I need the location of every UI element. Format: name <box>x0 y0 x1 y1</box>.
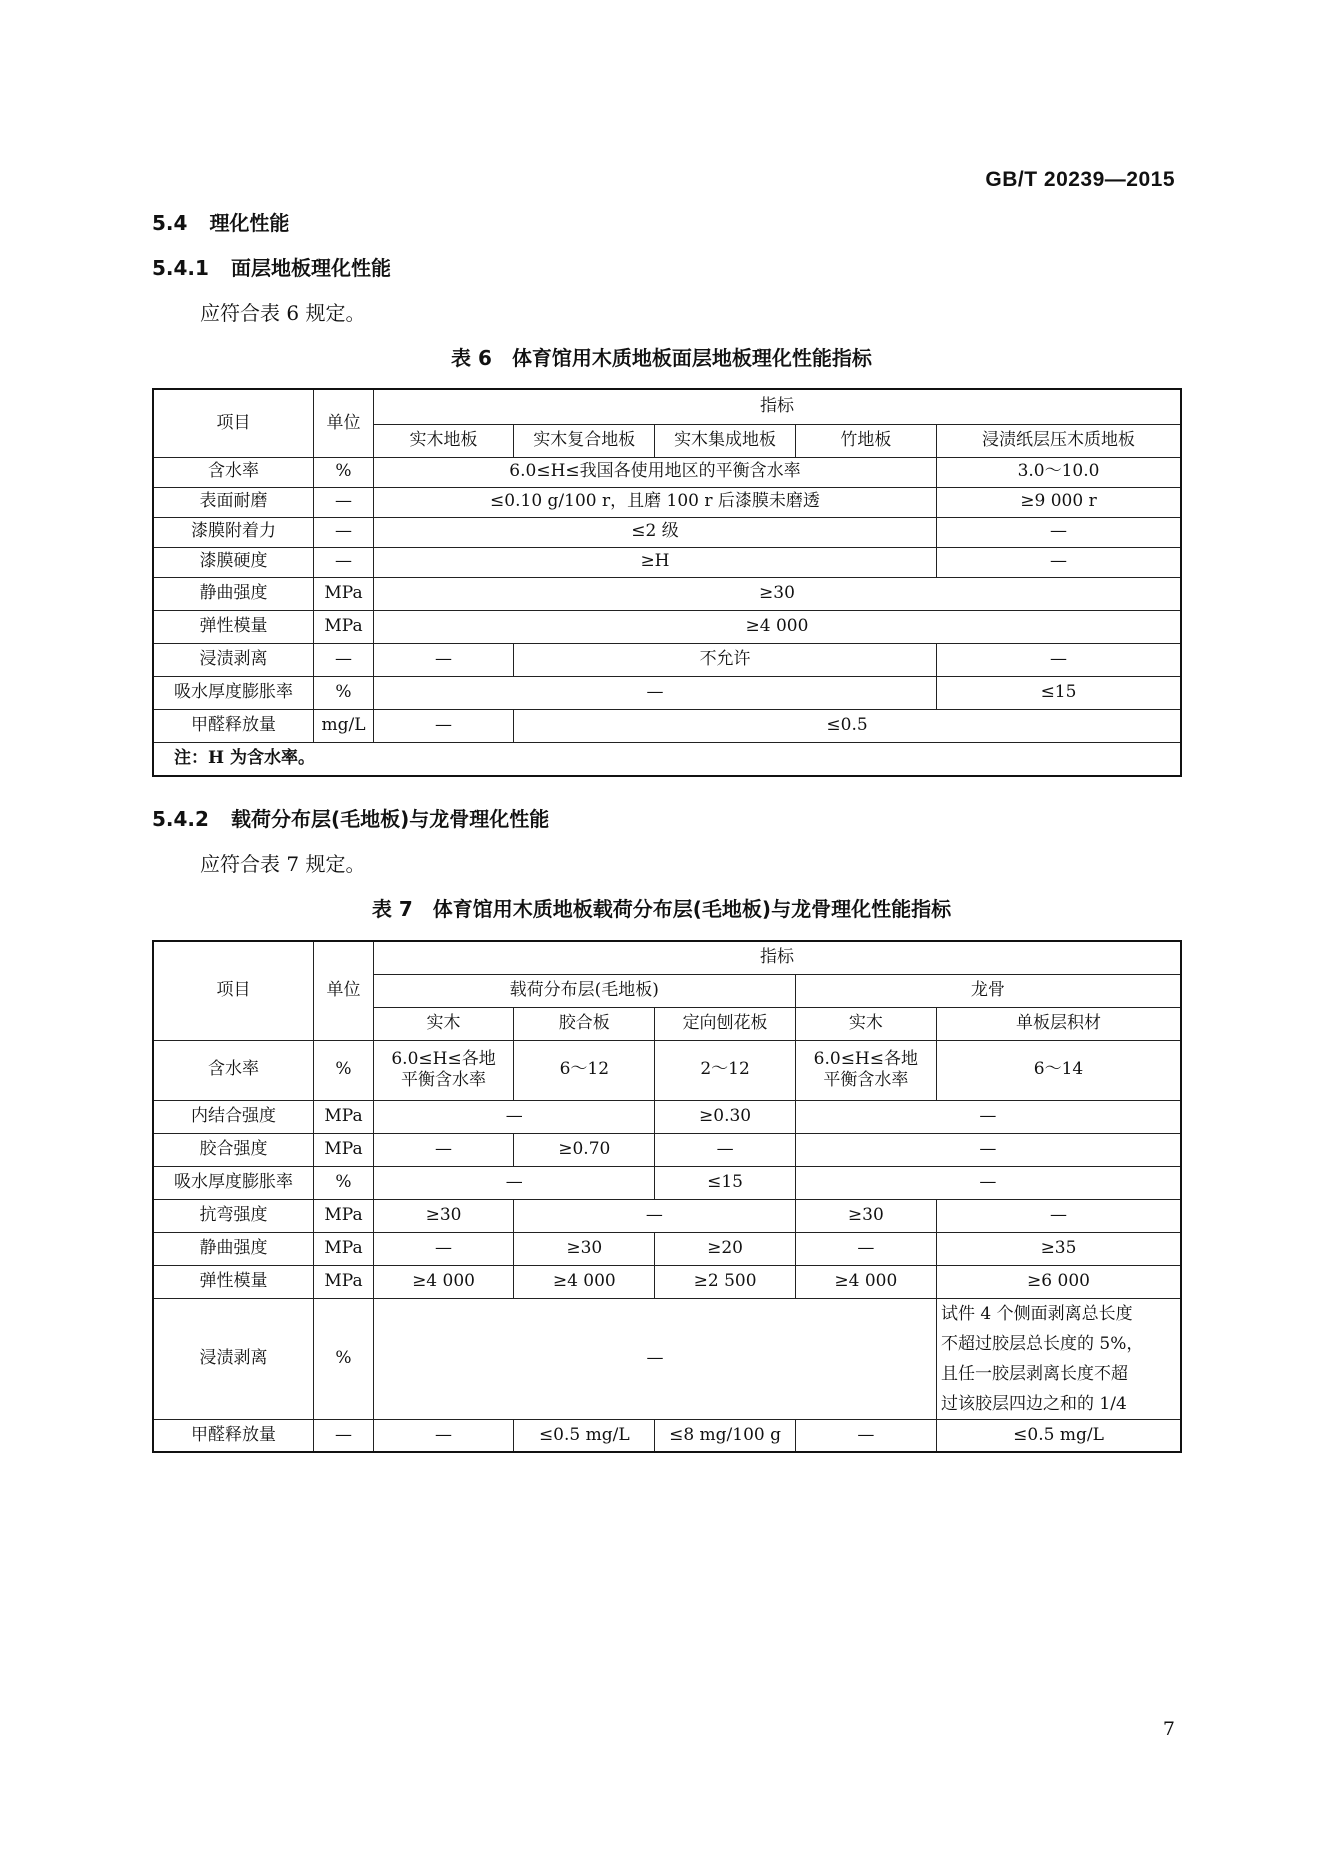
cell-value: 3.0～10.0 <box>937 457 1181 487</box>
col-header: 实木复合地板 <box>514 424 655 457</box>
cell-value: — <box>937 1199 1181 1232</box>
table-row <box>153 1265 1181 1298</box>
table-row <box>153 577 1181 610</box>
section-5-4-1-text: 应符合表 6 规定。 <box>200 301 366 325</box>
cell-value: ≥H <box>373 547 936 577</box>
row-unit: % <box>314 457 374 487</box>
row-name: 抗弯强度 <box>153 1199 314 1232</box>
section-title: 载荷分布层(毛地板)与龙骨理化性能 <box>230 807 550 831</box>
section-title: 理化性能 <box>209 211 290 235</box>
cell-value: ≥30 <box>514 1232 655 1265</box>
table-row <box>153 517 1181 547</box>
table-row <box>153 610 1181 643</box>
table-row <box>153 1040 1181 1100</box>
cell-line: 平衡含水率 <box>823 1070 909 1090</box>
header-index: 指标 <box>373 389 1181 424</box>
cell-value: 2～12 <box>655 1040 795 1100</box>
row-unit: — <box>314 487 374 517</box>
row-unit: % <box>314 1298 374 1419</box>
cell-value: 6～12 <box>514 1040 655 1100</box>
table-6-caption <box>0 342 1323 371</box>
col-header: 实木集成地板 <box>655 424 795 457</box>
cell-value: — <box>373 1133 513 1166</box>
section-number: 5.4 <box>152 211 188 235</box>
row-name: 漆膜硬度 <box>153 547 314 577</box>
section-number: 5.4.1 <box>152 256 209 280</box>
table-6 <box>152 388 1182 777</box>
row-unit: — <box>314 1419 374 1452</box>
table-title: 体育馆用木质地板载荷分布层(毛地板)与龙骨理化性能指标 <box>432 897 952 921</box>
row-unit: MPa <box>314 610 374 643</box>
row-unit: mg/L <box>314 709 374 742</box>
cell-value: — <box>373 1232 513 1265</box>
table-title: 体育馆用木质地板面层地板理化性能指标 <box>511 346 872 370</box>
cell-value: ≤15 <box>655 1166 795 1199</box>
table-row <box>153 547 1181 577</box>
cell-value <box>795 1040 936 1100</box>
header-index: 指标 <box>373 941 1181 974</box>
row-name: 甲醛释放量 <box>153 709 314 742</box>
cell-line: 平衡含水率 <box>401 1070 487 1090</box>
section-5-4-heading <box>152 207 289 236</box>
cell-value: ≥30 <box>373 1199 513 1232</box>
col-header: 定向刨花板 <box>655 1007 795 1040</box>
cell-value: — <box>373 1166 655 1199</box>
table-number: 表 7 <box>371 897 413 921</box>
row-name: 静曲强度 <box>153 577 314 610</box>
cell-value: — <box>655 1133 795 1166</box>
row-unit: % <box>314 1166 374 1199</box>
cell-value: ≥35 <box>937 1232 1181 1265</box>
cell-value: — <box>795 1232 936 1265</box>
row-name: 弹性模量 <box>153 1265 314 1298</box>
table-row <box>153 1166 1181 1199</box>
table-7 <box>152 940 1182 1453</box>
cell-value: ≥30 <box>795 1199 936 1232</box>
cell-value: ≤15 <box>937 676 1181 709</box>
row-unit: MPa <box>314 1199 374 1232</box>
section-5-4-1-heading <box>152 252 391 281</box>
cell-value: 6.0≤H≤我国各使用地区的平衡含水率 <box>373 457 936 487</box>
cell-value: — <box>937 643 1181 676</box>
cell-value: ≥20 <box>655 1232 795 1265</box>
group-header-joist: 龙骨 <box>795 974 1181 1007</box>
row-name: 含水率 <box>153 1040 314 1100</box>
row-unit: — <box>314 547 374 577</box>
cell-value: ≤0.5 mg/L <box>514 1419 655 1452</box>
cell-line: 过该胶层四边之和的 1/4 <box>941 1393 1127 1414</box>
col-header: 胶合板 <box>514 1007 655 1040</box>
row-unit: MPa <box>314 1100 374 1133</box>
row-name: 浸渍剥离 <box>153 643 314 676</box>
row-unit: % <box>314 1040 374 1100</box>
cell-value: — <box>373 709 513 742</box>
table-7-caption <box>0 893 1323 922</box>
standard-code: GB/T 20239—2015 <box>985 168 1175 191</box>
col-header: 浸渍纸层压木质地板 <box>937 424 1181 457</box>
row-name: 吸水厚度膨胀率 <box>153 676 314 709</box>
cell-line: 不超过胶层总长度的 5%， <box>941 1333 1144 1354</box>
row-unit: MPa <box>314 1265 374 1298</box>
table-row <box>153 676 1181 709</box>
cell-line: 且任一胶层剥离长度不超 <box>941 1363 1129 1384</box>
table-row <box>153 487 1181 517</box>
cell-value: ≥0.70 <box>514 1133 655 1166</box>
row-unit: — <box>314 517 374 547</box>
row-name: 静曲强度 <box>153 1232 314 1265</box>
cell-value: ≥0.30 <box>655 1100 795 1133</box>
cell-value: — <box>373 1419 513 1452</box>
cell-value: ≤0.5 mg/L <box>937 1419 1181 1452</box>
row-name: 内结合强度 <box>153 1100 314 1133</box>
cell-value: — <box>795 1133 1181 1166</box>
table-row <box>153 1199 1181 1232</box>
cell-value: ≥6 000 <box>937 1265 1181 1298</box>
row-name: 漆膜附着力 <box>153 517 314 547</box>
col-header: 实木 <box>795 1007 936 1040</box>
col-header: 竹地板 <box>795 424 936 457</box>
cell-value: ≥9 000 r <box>937 487 1181 517</box>
cell-value <box>373 1040 513 1100</box>
page-number: 7 <box>1162 1718 1175 1740</box>
cell-value: 不允许 <box>514 643 937 676</box>
cell-value: — <box>937 547 1181 577</box>
header-unit: 单位 <box>314 941 374 1040</box>
row-unit: MPa <box>314 1133 374 1166</box>
section-number: 5.4.2 <box>152 807 209 831</box>
cell-value: ≥4 000 <box>373 610 1181 643</box>
header-item: 项目 <box>153 389 314 457</box>
cell-value: — <box>373 1298 936 1419</box>
group-header-load-layer: 载荷分布层(毛地板) <box>373 974 795 1007</box>
cell-value <box>937 1298 1181 1419</box>
cell-value: ≤0.10 g/100 r，且磨 100 r 后漆膜未磨透 <box>373 487 936 517</box>
cell-value: ≥30 <box>373 577 1181 610</box>
header-unit: 单位 <box>314 389 374 457</box>
row-unit: % <box>314 676 374 709</box>
table-note: 注：H 为含水率。 <box>153 742 1181 776</box>
section-5-4-2-text: 应符合表 7 规定。 <box>200 852 366 876</box>
row-unit: — <box>314 643 374 676</box>
row-name: 甲醛释放量 <box>153 1419 314 1452</box>
cell-value: ≥4 000 <box>514 1265 655 1298</box>
table-row <box>153 709 1181 742</box>
cell-value: — <box>795 1419 936 1452</box>
cell-value: — <box>937 517 1181 547</box>
cell-value: — <box>373 676 936 709</box>
cell-value: — <box>373 1100 655 1133</box>
col-header: 实木 <box>373 1007 513 1040</box>
cell-line: 试件 4 个侧面剥离总长度 <box>941 1303 1133 1324</box>
cell-value: — <box>514 1199 796 1232</box>
cell-value: — <box>373 643 513 676</box>
table-row <box>153 457 1181 487</box>
cell-value: ≥4 000 <box>373 1265 513 1298</box>
section-title: 面层地板理化性能 <box>230 256 391 280</box>
row-name: 吸水厚度膨胀率 <box>153 1166 314 1199</box>
cell-value: 6～14 <box>937 1040 1181 1100</box>
table-row <box>153 1232 1181 1265</box>
cell-value: — <box>795 1166 1181 1199</box>
cell-line: 6.0≤H≤各地 <box>813 1048 919 1069</box>
table-row <box>153 1133 1181 1166</box>
cell-value: ≥2 500 <box>655 1265 795 1298</box>
table-row <box>153 1298 1181 1419</box>
row-unit: MPa <box>314 1232 374 1265</box>
table-row <box>153 1100 1181 1133</box>
table-number: 表 6 <box>451 346 492 370</box>
cell-value: — <box>795 1100 1181 1133</box>
row-unit: MPa <box>314 577 374 610</box>
section-5-4-2-heading <box>152 803 549 832</box>
cell-value: ≤2 级 <box>373 517 936 547</box>
row-name: 表面耐磨 <box>153 487 314 517</box>
cell-line: 6.0≤H≤各地 <box>391 1048 496 1069</box>
table-row <box>153 1419 1181 1452</box>
cell-value: ≥4 000 <box>795 1265 936 1298</box>
table-row <box>153 643 1181 676</box>
col-header: 实木地板 <box>373 424 513 457</box>
row-name: 弹性模量 <box>153 610 314 643</box>
header-item: 项目 <box>153 941 314 1040</box>
row-name: 浸渍剥离 <box>153 1298 314 1419</box>
row-name: 胶合强度 <box>153 1133 314 1166</box>
row-name: 含水率 <box>153 457 314 487</box>
cell-value: ≤8 mg/100 g <box>655 1419 795 1452</box>
cell-value: ≤0.5 <box>514 709 1181 742</box>
col-header: 单板层积材 <box>937 1007 1181 1040</box>
